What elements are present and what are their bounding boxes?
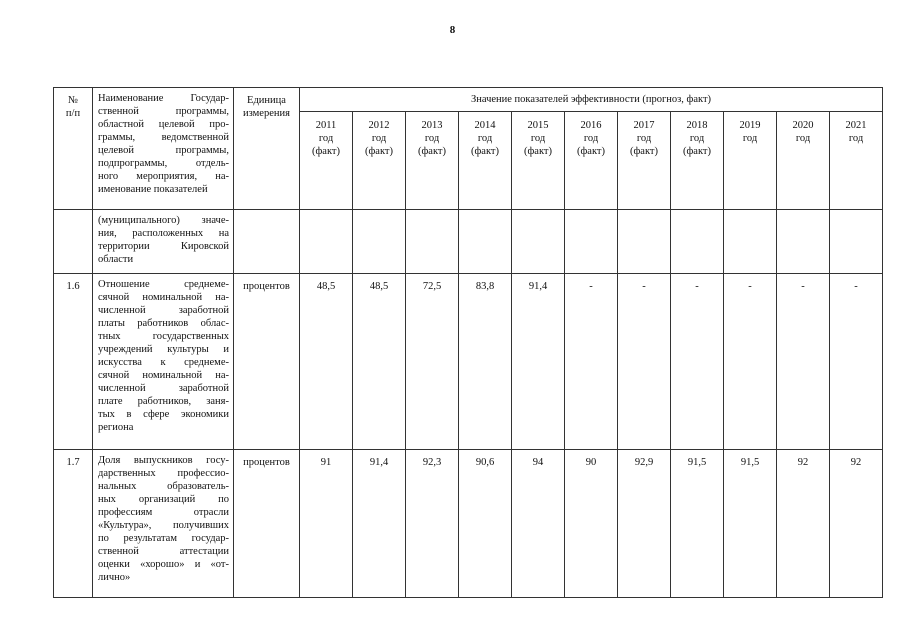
- row-num: [54, 210, 93, 274]
- value-cell: 90: [565, 450, 618, 598]
- value-cell: [671, 210, 724, 274]
- header-unit-line: Единица: [247, 95, 286, 106]
- row-name-line: дарственных профессио-: [98, 468, 229, 479]
- value-cell: [618, 210, 671, 274]
- header-name-line: подпрограммы, отдель-: [98, 158, 229, 169]
- year-header-2015: 2015 год (факт): [512, 112, 565, 210]
- value-cell: 91: [300, 450, 353, 598]
- table-row: [54, 450, 883, 598]
- row-unit: процентов: [234, 450, 300, 598]
- value-cell: 92,9: [618, 450, 671, 598]
- value-cell: [353, 210, 406, 274]
- year-header-2011: 2011 год (факт): [300, 112, 353, 210]
- value-cell: [300, 210, 353, 274]
- value-cell: 91,5: [724, 450, 777, 598]
- header-unit-cell: [234, 88, 300, 210]
- value-cell: 90,6: [459, 450, 512, 598]
- value-cell: 83,8: [459, 274, 512, 450]
- row-name-line: оценки «хорошо» и «от-: [98, 559, 229, 570]
- year-header-2012: 2012 год (факт): [353, 112, 406, 210]
- header-name-line: ного мероприятия, на-: [98, 171, 229, 182]
- header-name-line: областной целевой про-: [98, 119, 229, 130]
- value-cell: 72,5: [406, 274, 459, 450]
- header-num-symbol: №: [67, 95, 79, 106]
- row-name-line: области: [98, 254, 134, 265]
- value-cell: [565, 210, 618, 274]
- header-name-line: граммы, ведомственной: [98, 132, 229, 143]
- row-name-line: профессиям отрасли: [98, 507, 229, 518]
- header-name-line: Наименование Государ-: [98, 93, 229, 104]
- row-name-line: сячной номинальной на-: [98, 292, 229, 303]
- row-name-line: ственной аттестации: [98, 546, 229, 557]
- value-cell: [512, 210, 565, 274]
- row-name-line: ных организаций по: [98, 494, 229, 505]
- row-name-cell: [93, 210, 234, 274]
- year-header-2021: 2021 год: [830, 112, 883, 210]
- value-cell: 92,3: [406, 450, 459, 598]
- value-cell: 94: [512, 450, 565, 598]
- value-cell: [777, 210, 830, 274]
- header-num-cell: [54, 88, 93, 210]
- header-name-line: ственной программы,: [98, 106, 229, 117]
- value-cell: 48,5: [300, 274, 353, 450]
- row-name-line: численной заработной: [98, 383, 229, 394]
- row-name-line: учреждений культуры и: [98, 344, 229, 355]
- year-header-2013: 2013 год (факт): [406, 112, 459, 210]
- value-cell: -: [724, 274, 777, 450]
- value-cell: [724, 210, 777, 274]
- performance-indicators-table: [53, 87, 883, 598]
- row-name-line: Доля выпускников госу-: [98, 455, 229, 466]
- header-group-title: Значение показателей эффективности (прогноз, факт): [300, 88, 883, 112]
- year-header-2020: 2020 год: [777, 112, 830, 210]
- row-name-line: численной заработной: [98, 305, 229, 316]
- row-name-line: ния, расположенных на: [98, 228, 229, 239]
- row-name-line: нальных образователь-: [98, 481, 229, 492]
- value-cell: 91,5: [671, 450, 724, 598]
- value-cell: 92: [830, 450, 883, 598]
- value-cell: 92: [777, 450, 830, 598]
- row-name-line: тых в сфере экономики: [98, 409, 229, 420]
- row-num: 1.7: [54, 450, 93, 598]
- year-header-2014: 2014 год (факт): [459, 112, 512, 210]
- value-cell: [406, 210, 459, 274]
- table-row: [54, 210, 883, 274]
- row-name-line: сячной номинальной на-: [98, 370, 229, 381]
- row-name-line: по результатам государ-: [98, 533, 229, 544]
- row-unit: процентов: [234, 274, 300, 450]
- value-cell: 91,4: [512, 274, 565, 450]
- value-cell: -: [830, 274, 883, 450]
- page-number: 8: [449, 24, 456, 36]
- row-name-line: искусства к среднеме-: [98, 357, 229, 368]
- row-name-cell: [93, 274, 234, 450]
- value-cell: [830, 210, 883, 274]
- row-name-line: тных государственных: [98, 331, 229, 342]
- value-cell: -: [671, 274, 724, 450]
- value-cell: -: [565, 274, 618, 450]
- row-name-cell: [93, 450, 234, 598]
- header-name-line: целевой программы,: [98, 145, 229, 156]
- row-name-line: (муниципального) значе-: [98, 215, 229, 226]
- row-name-line: региона: [98, 422, 134, 433]
- header-num-abbrev: п/п: [65, 108, 81, 119]
- value-cell: [459, 210, 512, 274]
- table-row: [54, 274, 883, 450]
- header-name-cell: [93, 88, 234, 210]
- row-name-line: платы работников облас-: [98, 318, 229, 329]
- row-name-line: «Культура», получивших: [98, 520, 229, 531]
- value-cell: -: [777, 274, 830, 450]
- row-name-line: территории Кировской: [98, 241, 229, 252]
- row-unit: [234, 210, 300, 274]
- row-num: 1.6: [54, 274, 93, 450]
- header-name-line: именование показателей: [98, 184, 208, 195]
- row-name-line: Отношение среднеме-: [98, 279, 229, 290]
- header-unit-line: измерения: [243, 108, 290, 119]
- value-cell: -: [618, 274, 671, 450]
- row-name-line: плате работников, заня-: [98, 396, 229, 407]
- year-header-2016: 2016 год (факт): [565, 112, 618, 210]
- value-cell: 48,5: [353, 274, 406, 450]
- year-header-2017: 2017 год (факт): [618, 112, 671, 210]
- year-header-2019: 2019 год: [724, 112, 777, 210]
- value-cell: 91,4: [353, 450, 406, 598]
- year-header-2018: 2018 год (факт): [671, 112, 724, 210]
- row-name-line: лично»: [98, 572, 131, 583]
